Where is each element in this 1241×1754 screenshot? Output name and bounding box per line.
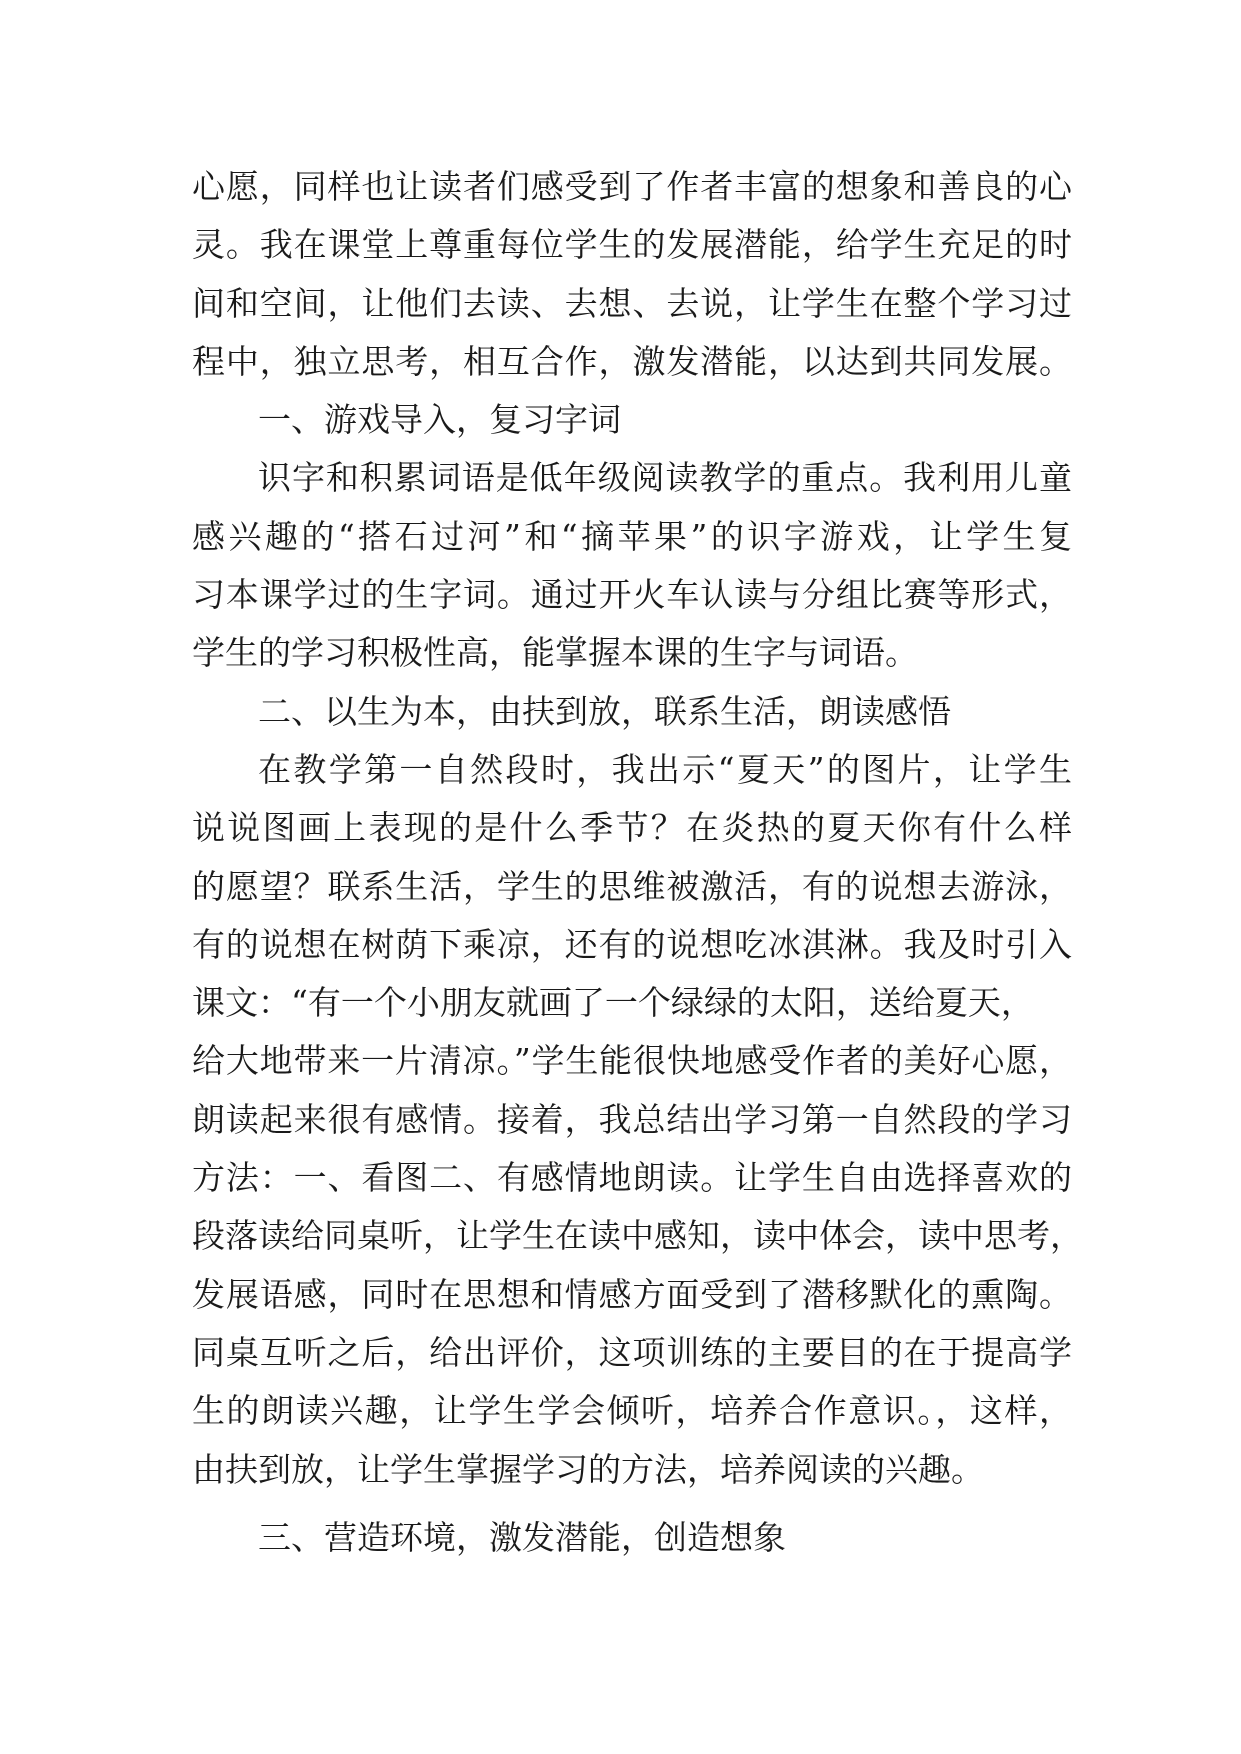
- paragraph-line: 有的说想在树荫下乘凉，还有的说想吃冰淇淋。我及时引入: [192, 924, 1072, 964]
- paragraph-line: 识字和积累词语是低年级阅读教学的重点。我利用儿童: [258, 458, 1072, 498]
- paragraph-line: 感兴趣的“搭石过河”和“摘苹果”的识字游戏，让学生复: [192, 516, 1072, 556]
- paragraph-line: 给大地带来一片清凉。”学生能很快地感受作者的美好心愿，: [192, 1041, 1072, 1081]
- paragraph-line: 方法：一、看图二、有感情地朗读。让学生自由选择喜欢的: [192, 1158, 1072, 1198]
- section-heading: 二、以生为本，由扶到放，联系生活，朗读感悟: [258, 691, 951, 731]
- paragraph-line: 发展语感，同时在思想和情感方面受到了潜移默化的熏陶。: [192, 1274, 1072, 1314]
- paragraph-line: 说说图画上表现的是什么季节？在炎热的夏天你有什么样: [192, 808, 1072, 848]
- document-body: [192, 158, 1083, 1567]
- paragraph-line: 心愿，同样也让读者们感受到了作者丰富的想象和善良的心: [192, 167, 1072, 206]
- paragraph-line: 由扶到放，让学生掌握学习的方法，培养阅读的兴趣。: [192, 1449, 984, 1489]
- paragraph-line: 的愿望？联系生活，学生的思维被激活，有的说想去游泳，: [192, 866, 1072, 906]
- paragraph-line: 朗读起来很有感情。接着，我总结出学习第一自然段的学习: [192, 1099, 1072, 1139]
- paragraph-line: 课文：“有一个小朋友就画了一个绿绿的太阳，送给夏天，: [192, 983, 1034, 1023]
- paragraph-line: 同桌互听之后，给出评价，这项训练的主要目的在于提高学: [192, 1332, 1072, 1372]
- section-heading: 一、游戏导入，复习字词: [258, 400, 621, 440]
- section-heading: 三、营造环境，激发潜能，创造想象: [258, 1517, 786, 1557]
- paragraph-line: 生的朗读兴趣，让学生学会倾听，培养合作意识。，这样，: [192, 1391, 1072, 1431]
- paragraph-line: 程中，独立思考，相互合作，激发潜能，以达到共同发展。: [192, 341, 1072, 381]
- paragraph-line: 在教学第一自然段时，我出示“夏天”的图片，让学生: [258, 749, 1072, 789]
- paragraph-line: 段落读给同桌听，让学生在读中感知，读中体会，读中思考，: [192, 1216, 1083, 1256]
- paragraph-line: 学生的学习积极性高，能掌握本课的生字与词语。: [192, 633, 918, 673]
- paragraph-line: 灵。我在课堂上尊重每位学生的发展潜能，给学生充足的时: [192, 225, 1072, 265]
- paragraph-line: 间和空间，让他们去读、去想、去说，让学生在整个学习过: [192, 283, 1072, 323]
- paragraph-line: 习本课学过的生字词。通过开火车认读与分组比赛等形式，: [192, 575, 1072, 615]
